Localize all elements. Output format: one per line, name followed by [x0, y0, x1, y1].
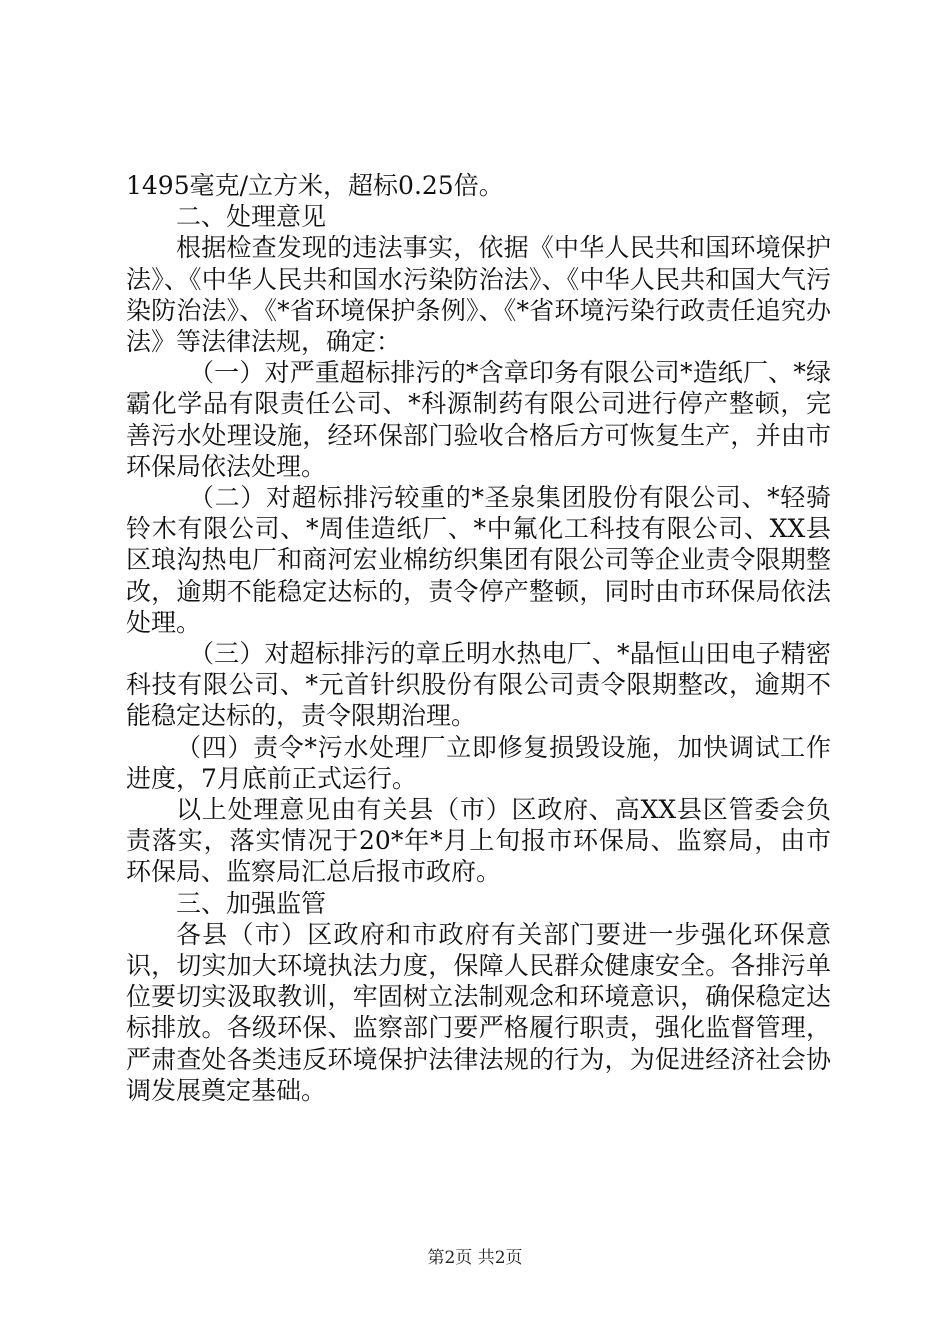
paragraph-item-4: （四）责令*污水处理厂立即修复损毁设施，加快调试工作进度，7月底前正式运行。 — [126, 732, 831, 793]
paragraph-implementation: 以上处理意见由有关县（市）区政府、高XX县区管委会负责落实，落实情况于20*年*月上旬报市环保局、监察局，由市环保局、监察局汇总后报市政府。 — [126, 795, 831, 887]
paragraph-item-1: （一）对严重超标排污的*含章印务有限公司*造纸厂、*绿霸化学品有限责任公司、*科源制药有限公司进行停产整顿，完善污水处理设施，经环保部门验收合格后方可恢复生产，并由市环保局依法处理。 — [126, 358, 831, 481]
paragraph-item-2: （二）对超标排污较重的*圣泉集团股份有限公司、*轻骑铃木有限公司、*周佳造纸厂、*中氟化工科技有限公司、XX县区琅沟热电厂和商河宏业棉纺织集团有限公司等企业责令限期整改，逾期不能稳定达标的，责令停产整顿，同时由市环保局依法处理。 — [126, 483, 831, 637]
document-body — [126, 170, 831, 1106]
paragraph-emission-result: 1495毫克/立方米，超标0.25倍。 — [126, 171, 504, 200]
paragraph-item-3: （三）对超标排污的章丘明水热电厂、*晶恒山田电子精密科技有限公司、*元首针织股份有限公司责令限期整改，逾期不能稳定达标的，责令限期治理。 — [126, 639, 831, 731]
page-number-footer: 第2页 共2页 — [427, 1248, 523, 1268]
paragraph-supervision: 各县（市）区政府和市政府有关部门要进一步强化环保意识，切实加大环境执法力度，保障人民群众健康安全。各排污单位要切实汲取教训，牢固树立法制观念和环境意识，确保稳定达标排放。各级环保、监察部门要严格履行职责，强化监督管理，严肃查处各类违反环境保护法律法规的行为，为促进经济社会协调发展奠定基础。 — [126, 919, 831, 1105]
paragraph-legal-basis: 根据检查发现的违法事实，依据《中华人民共和国环境保护法》、《中华人民共和国水污染防治法》、《中华人民共和国大气污染防治法》、《*省环境保护条例》、《*省环境污染行政责任追究办法》等法律法规，确定： — [126, 233, 831, 357]
section-heading-supervision: 三、加强监管 — [176, 888, 327, 918]
section-heading-handling-opinions: 二、处理意见 — [176, 202, 327, 232]
